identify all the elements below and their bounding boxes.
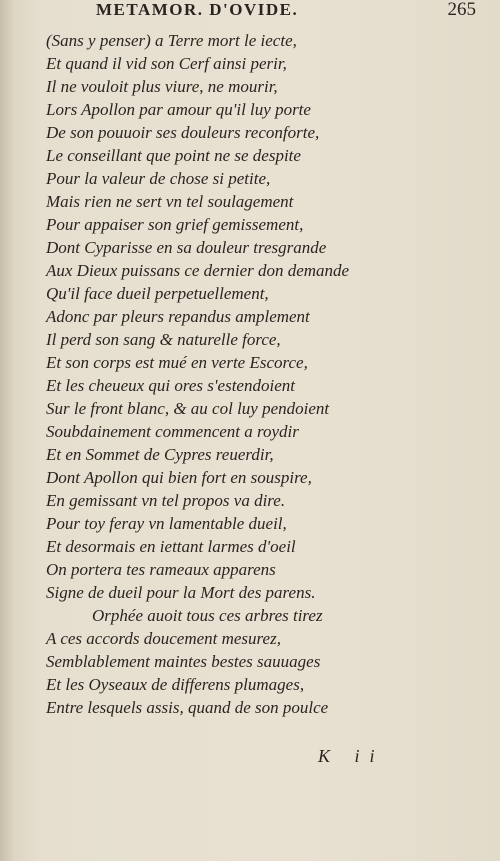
verse-line: Mais rien ne sert vn tel soulagement — [46, 192, 294, 211]
verse-line: Aux Dieux puissans ce dernier don demande — [46, 261, 350, 280]
verse-line: Il perd son sang & naturelle force, — [46, 330, 281, 349]
verse-line: Entre lesquels assis, quand de son poulce — [46, 698, 329, 717]
page-header — [96, 0, 476, 22]
verse-line: Pour toy feray vn lamentable dueil, — [46, 514, 287, 533]
signature-mark: K ii — [318, 746, 385, 766]
verse-line: Pour appaiser son grief gemissement, — [46, 215, 304, 234]
verse-line: On portera tes rameaux apparens — [46, 560, 276, 579]
running-title: METAMOR. D'OVIDE. — [96, 0, 299, 19]
page-number: 265 — [447, 0, 476, 20]
verse-line: De son pouuoir ses douleurs reconforte, — [46, 123, 320, 142]
verse-line: Soubdainement commencent a roydir — [46, 422, 299, 441]
verse-line: A ces accords doucement mesurez, — [46, 629, 281, 648]
verse-line: En gemissant vn tel propos va dire. — [46, 491, 286, 510]
verse-line: Lors Apollon par amour qu'il luy porte — [46, 100, 311, 119]
verse-line: Adonc par pleurs repandus amplement — [46, 307, 310, 326]
verse-line: Pour la valeur de chose si petite, — [46, 169, 271, 188]
verse-line: Le conseillant que point ne se despite — [46, 146, 301, 165]
verse-line: Sur le front blanc, & au col luy pendoient — [46, 399, 330, 418]
verse-line: Et quand il vid son Cerf ainsi perir, — [46, 54, 287, 73]
verse-line: Dont Cyparisse en sa douleur tresgrande — [46, 238, 327, 257]
verse-line: Dont Apollon qui bien fort en souspire, — [46, 468, 312, 487]
verse-line: Et son corps est mué en verte Escorce, — [46, 353, 308, 372]
verse-line-indented: Orphée auoit tous ces arbres tirez — [92, 606, 323, 625]
verse-line: Il ne vouloit plus viure, ne mourir, — [46, 77, 278, 96]
verse-line: Qu'il face dueil perpetuellement, — [46, 284, 269, 303]
verse-line: Et desormais en iettant larmes d'oeil — [46, 537, 296, 556]
verse-line: Semblablement maintes bestes sauuages — [46, 652, 321, 671]
verse-line: Et en Sommet de Cypres reuerdir, — [46, 445, 274, 464]
verse-line: Et les cheueux qui ores s'estendoient — [46, 376, 295, 395]
verse-line: Et les Oyseaux de differens plumages, — [46, 675, 305, 694]
verse-line: Signe de dueil pour la Mort des parens. — [46, 583, 316, 602]
gutter-shadow — [0, 0, 14, 861]
verse-line: (Sans y penser) a Terre mort le iecte, — [46, 31, 297, 50]
